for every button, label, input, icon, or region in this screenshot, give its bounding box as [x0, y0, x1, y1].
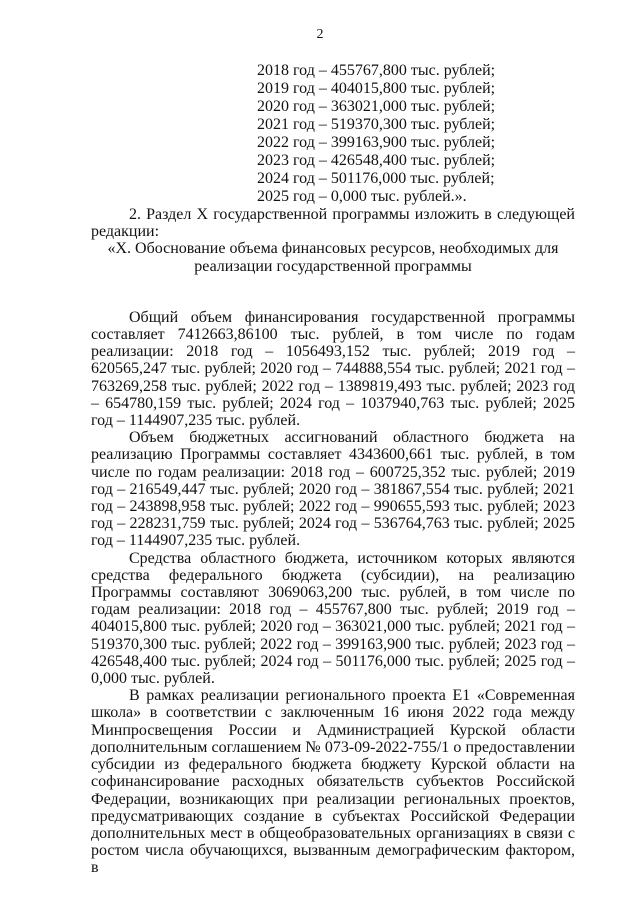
year-list-item: 2022 год – 399163,900 тыс. рублей;	[257, 134, 496, 151]
section-title-line-1: «X. Обоснование объема финансовых ресурсов, необходимых для	[107, 240, 559, 258]
year-list-item: 2021 год – 519370,300 тыс. рублей;	[257, 116, 496, 133]
paragraph-regional-project: В рамках реализации регионального проекта E1 «Современная школа» в соответствии с заключенным 16 июня 2022 года между Минпросвещения России и Администрацией Курской области дополнительным соглашением № 073-09-2022-755/1 о предоставлении субсидии из федерального бюджета бюджету Курской области на софинансирование расходных обязательств субъектов Российской Федерации, возникающих при реализации региональных проектов, предусматривающих создание в субъектах Российской Федерации дополнительных мест в общеобразовательных организациях в связи с ростом числа обучающихся, вызванным демографическим фактором, в	[91, 687, 575, 877]
year-list-item: 2025 год – 0,000 тыс. рублей.».	[257, 188, 467, 205]
year-list-item: 2018 год – 455767,800 тыс. рублей;	[257, 62, 496, 79]
section-title-line-2: реализации государственной программы	[194, 257, 472, 275]
year-list-item: 2020 год – 363021,000 тыс. рублей;	[257, 98, 496, 115]
paragraph-federal-subsidies: Средства областного бюджета, источником которых являются средства федерального бюджета (субсидии), на реализацию Программы составляют 3069063,200 тыс. рублей, в том числе по годам реализации: 2018 год – 455767,800 тыс. рублей; 2019 год – 404015,800 тыс. рублей; 2020 год – 363021,000 тыс. рублей; 2021 год – 519370,300 тыс. рублей; 2022 год – 399163,900 тыс. рублей; 2023 год – 426548,400 тыс. рублей; 2024 год – 501176,000 тыс. рублей; 2025 год – 0,000 тыс. рублей.	[91, 549, 575, 688]
paragraph-total-financing: Общий объем финансирования государственной программы составляет 7412663,86100 тыс. рублей, в том числе по годам реализации: 2018 год – 1056493,152 тыс. рублей; 2019 год – 620565,247 тыс. рублей; 2020 год – 744888,554 тыс. рублей; 2021 год – 763269,258 тыс. рублей; 2022 год – 1389819,493 тыс. рублей; 2023 год – 654780,159 тыс. рублей; 2024 год – 1037940,763 тыс. рублей; 2025 год – 1144907,235 тыс. рублей.	[91, 308, 575, 430]
paragraph-regional-budget: Объем бюджетных ассигнований областного бюджета на реализацию Программы составляет 4343600,661 тыс. рублей, в том числе по годам реализации: 2018 год – 600725,352 тыс. рублей; 2019 год – 216549,447 тыс. рублей; 2020 год – 381867,554 тыс. рублей; 2021 год – 243898,958 тыс. рублей; 2022 год – 990655,593 тыс. рублей; 2023 год – 228231,759 тыс. рублей; 2024 год – 536764,763 тыс. рублей; 2025 год – 1144907,235 тыс. рублей.	[91, 429, 575, 550]
amendment-item-2: 2. Раздел X государственной программы изложить в следующей редакции:	[91, 206, 575, 241]
year-list	[257, 62, 495, 206]
year-list-item: 2023 год – 426548,400 тыс. рублей;	[257, 152, 496, 169]
year-list-item: 2024 год – 501176,000 тыс. рублей;	[257, 170, 495, 187]
page-number: 2	[316, 27, 324, 42]
document-body	[91, 206, 575, 877]
year-list-item: 2019 год – 404015,800 тыс. рублей;	[257, 80, 496, 97]
spacer	[91, 275, 575, 309]
